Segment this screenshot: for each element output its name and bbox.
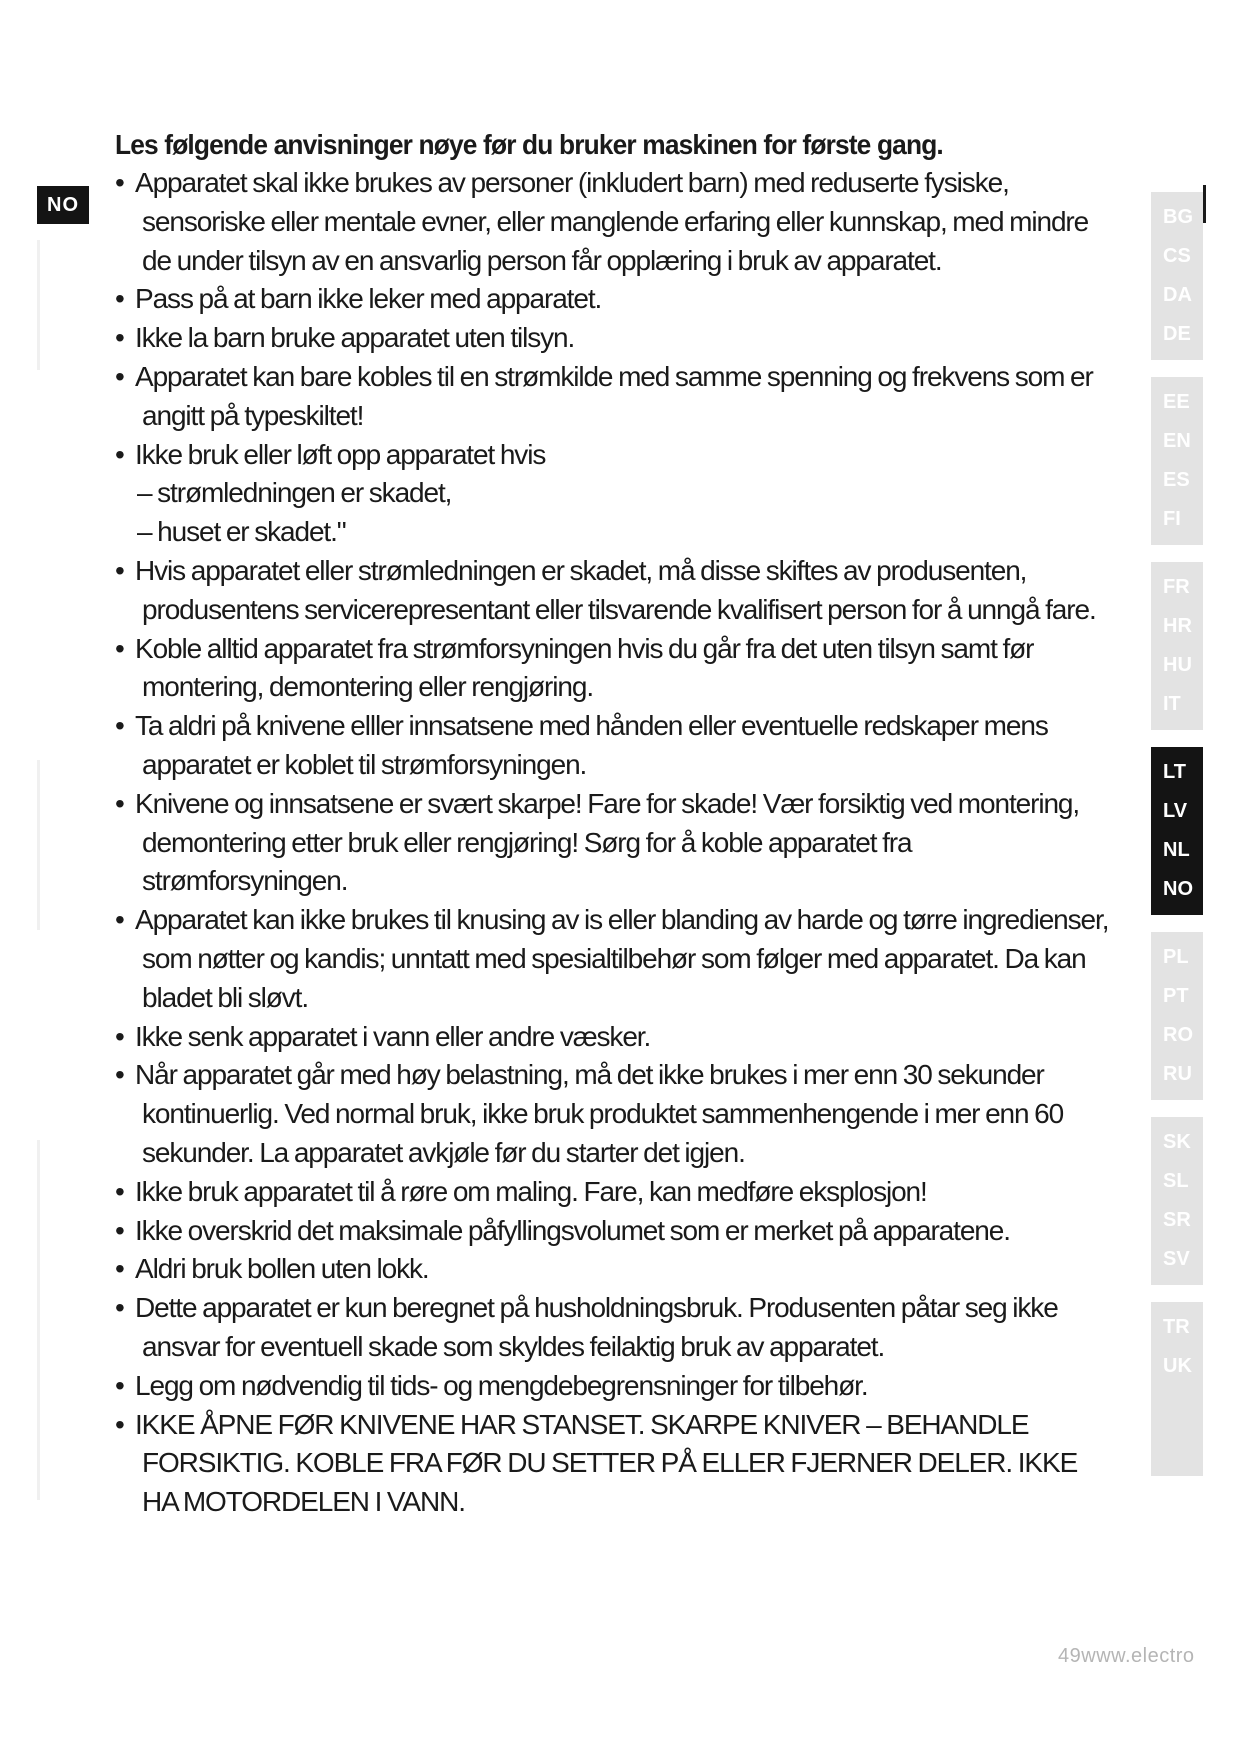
bullet-text: Pass på at barn ikke leker med apparatet.	[135, 283, 602, 315]
bullet-text: Ikke la barn bruke apparatet uten tilsyn.	[135, 322, 575, 354]
language-tab-fi[interactable]: FI	[1163, 508, 1181, 530]
bullet-item	[115, 1289, 1115, 1367]
bullet-dot-icon: •	[115, 1214, 124, 1246]
bullet-subline: – huset er skadet."	[137, 516, 346, 548]
bullet-dot-icon: •	[115, 322, 124, 354]
bullet-dot-icon: •	[115, 438, 124, 470]
page-footer: 49www.electro	[1058, 1645, 1195, 1667]
bullet-text: Aldri bruk bollen uten lokk.	[135, 1253, 429, 1285]
language-tab-it[interactable]: IT	[1163, 693, 1181, 715]
language-tab-de[interactable]: DE	[1163, 323, 1191, 345]
language-tab-group	[1151, 192, 1203, 360]
bullet-item	[115, 1173, 1115, 1212]
language-tab-nl[interactable]: NL	[1163, 839, 1190, 861]
language-tab-pl[interactable]: PL	[1163, 946, 1189, 968]
bullet-item	[115, 1018, 1115, 1057]
language-tab-lv[interactable]: LV	[1163, 800, 1188, 822]
language-tab-fr[interactable]: FR	[1163, 576, 1190, 598]
bullet-text: Legg om nødvendig til tids- og mengdebegrensninger for tilbehør.	[135, 1369, 868, 1401]
bullet-dot-icon: •	[115, 283, 124, 315]
bullet-text: Ikke senk apparatet i vann eller andre væsker.	[135, 1020, 651, 1052]
language-tab-sr[interactable]: SR	[1163, 1209, 1191, 1231]
bullet-dot-icon: •	[115, 1369, 124, 1401]
language-tab-group	[1151, 1302, 1203, 1476]
language-tab-ru[interactable]: RU	[1163, 1063, 1192, 1085]
bullet-item	[115, 280, 1115, 319]
language-tab-es[interactable]: ES	[1163, 469, 1190, 491]
bullet-dot-icon: •	[115, 167, 124, 198]
tab-marker	[1203, 185, 1206, 223]
language-tab-bg[interactable]: BG	[1163, 206, 1193, 228]
bullet-text: IKKE ÅPNE FØR KNIVENE HAR STANSET. SKARPE KNIVER – BEHANDLE FORSIKTIG. KOBLE FRA FØR DU SETTER PÅ ELLER FJERNER DELER. IKKE HA MOTORDELEN I VANN.	[135, 1408, 1078, 1518]
language-tab-ee[interactable]: EE	[1163, 391, 1190, 413]
bullet-text: Apparatet kan ikke brukes til knusing av is eller blanding av harde og tørre ingredienser, som nøtter og kandis; unntatt med spesialtilbehør som følger med apparatet. Da kan bladet bli sløvt.	[135, 904, 1109, 1013]
bullet-text: Ikke bruk apparatet til å røre om maling. Fare, kan medføre eksplosjon!	[135, 1175, 927, 1207]
bullet-text: Apparatet skal ikke brukes av personer (inkludert barn) med reduserte fysiske, sensoriske eller mentale evner, eller manglende erfaring eller kunnskap, med mindre de under tilsyn av en ansvarlig person får opplæring i bruk av apparatet.	[135, 167, 1089, 276]
language-tab-group	[1151, 1117, 1203, 1285]
bullet-item	[115, 1406, 1115, 1522]
bullet-item	[115, 707, 1115, 785]
bullet-text: Koble alltid apparatet fra strømforsyningen hvis du går fra det uten tilsyn samt før montering, demontering eller rengjøring.	[135, 632, 1034, 703]
bullet-text: Dette apparatet er kun beregnet på husholdningsbruk. Produsenten påtar seg ikke ansvar for eventuell skade som skyldes feilaktig bruk av apparatet.	[135, 1292, 1058, 1362]
bullet-item	[115, 1212, 1115, 1251]
bullet-item	[115, 630, 1115, 708]
language-tab-tr[interactable]: TR	[1163, 1316, 1190, 1338]
bullet-item	[115, 1250, 1115, 1289]
page-heading: Les følgende anvisninger nøye før du bruker maskinen for første gang.	[115, 129, 943, 160]
bullet-dot-icon: •	[115, 632, 124, 664]
language-tab-index	[1151, 192, 1203, 1493]
bullet-dot-icon: •	[115, 360, 124, 392]
left-divider	[37, 760, 40, 930]
bullet-dot-icon: •	[115, 787, 124, 819]
language-badge: NO	[37, 186, 89, 224]
language-tab-lt[interactable]: LT	[1163, 761, 1186, 783]
bullet-text: Ta aldri på knivene elller innsatsene med hånden eller eventuelle redskaper mens apparatet er koblet til strømforsyningen.	[135, 710, 1048, 780]
language-tab-da[interactable]: DA	[1163, 284, 1192, 306]
language-tab-hu[interactable]: HU	[1163, 654, 1192, 676]
language-tab-group	[1151, 562, 1203, 730]
bullet-dot-icon: •	[115, 1292, 124, 1324]
bullet-text: Når apparatet går med høy belastning, må det ikke brukes i mer enn 30 sekunder kontinuerlig. Ved normal bruk, ikke bruk produktet sammenhengende i mer enn 60 sekunder. La apparatet avkjøle før du starter det igjen.	[135, 1059, 1064, 1168]
language-tab-pt[interactable]: PT	[1163, 985, 1189, 1007]
language-tab-sk[interactable]: SK	[1163, 1131, 1191, 1153]
language-tab-group	[1151, 377, 1203, 545]
bullet-item	[115, 1367, 1115, 1406]
language-tab-hr[interactable]: HR	[1163, 615, 1192, 637]
bullet-item	[115, 436, 1115, 552]
bullet-item	[115, 164, 1115, 280]
bullet-dot-icon: •	[115, 1253, 124, 1285]
bullet-dot-icon: •	[115, 1020, 124, 1052]
bullet-text: Apparatet kan bare kobles til en strømkilde med samme spenning og frekvens som er angitt på typeskiltet!	[135, 360, 1093, 431]
language-tab-en[interactable]: EN	[1163, 430, 1191, 452]
left-divider	[37, 240, 40, 370]
bullet-item	[115, 358, 1115, 436]
bullet-dot-icon: •	[115, 1408, 124, 1440]
bullet-item	[115, 552, 1115, 630]
language-tab-uk[interactable]: UK	[1163, 1355, 1192, 1377]
bullet-dot-icon: •	[115, 554, 124, 586]
bullet-dot-icon: •	[115, 1059, 124, 1091]
bullet-text: Ikke bruk eller løft opp apparatet hvis	[135, 438, 546, 470]
bullet-item	[115, 319, 1115, 358]
language-tab-sl[interactable]: SL	[1163, 1170, 1189, 1192]
language-tab-cs[interactable]: CS	[1163, 245, 1191, 267]
safety-bullet-list	[115, 164, 1115, 1522]
language-tab-group	[1151, 747, 1203, 915]
bullet-dot-icon: •	[115, 710, 124, 742]
bullet-dot-icon: •	[115, 1175, 124, 1207]
bullet-item	[115, 901, 1115, 1017]
bullet-text: Knivene og innsatsene er svært skarpe! Fare for skade! Vær forsiktig ved montering, demontering etter bruk eller rengjøring! Sørg for å koble apparatet fra strømforsyningen.	[135, 787, 1080, 897]
left-divider	[37, 1140, 40, 1500]
bullet-item	[115, 785, 1115, 901]
language-tab-ro[interactable]: RO	[1163, 1024, 1193, 1046]
language-tab-no[interactable]: NO	[1163, 878, 1193, 900]
bullet-item	[115, 1056, 1115, 1172]
language-tab-group	[1151, 932, 1203, 1100]
bullet-subline: – strømledningen er skadet,	[137, 477, 452, 509]
instructions-content	[115, 126, 1115, 1522]
bullet-text: Hvis apparatet eller strømledningen er skadet, må disse skiftes av produsenten, produsentens servicerepresentant eller tilsvarende kvalifisert person for å unngå fare.	[135, 554, 1096, 625]
language-tab-sv[interactable]: SV	[1163, 1248, 1190, 1270]
bullet-dot-icon: •	[115, 904, 124, 936]
bullet-text: Ikke overskrid det maksimale påfyllingsvolumet som er merket på apparatene.	[135, 1214, 1010, 1246]
